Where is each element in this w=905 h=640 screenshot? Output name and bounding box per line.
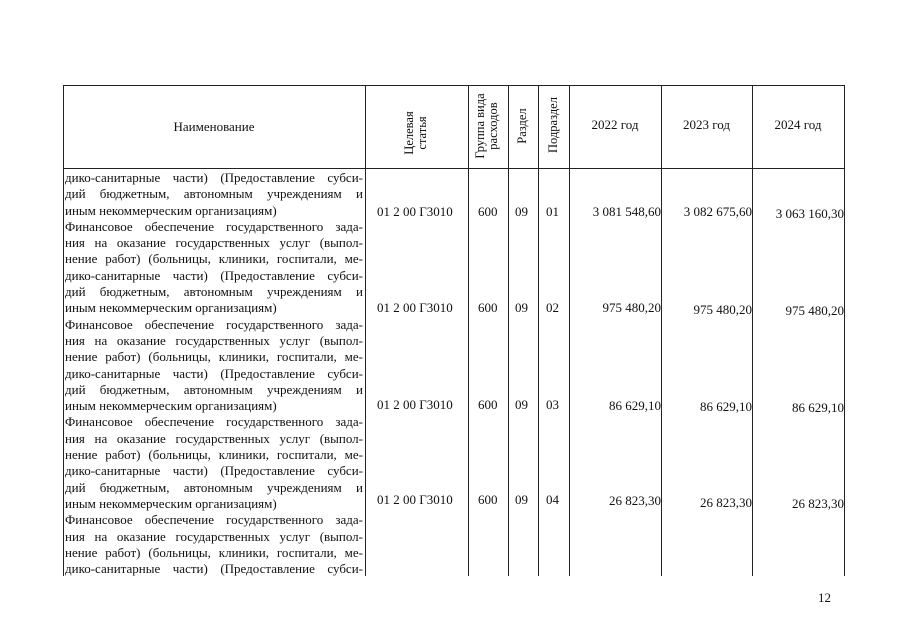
col-border-section xyxy=(538,85,539,576)
col-border-name xyxy=(365,85,366,576)
row4-expense-group: 600 xyxy=(478,492,498,507)
name-line: нение работ) (больницы, клиники, госпитали, ме- xyxy=(65,544,363,560)
name-column-text xyxy=(65,170,363,577)
name-line: нение работ) (больницы, клиники, госпитали, ме- xyxy=(65,349,363,365)
row3-expense-group: 600 xyxy=(478,397,498,412)
header-target-line1: Целевая xyxy=(402,111,416,155)
row4-value-2023: 26 823,30 xyxy=(700,495,752,510)
row4-section: 09 xyxy=(515,492,528,507)
name-line: дико-санитарные части) (Предоставление субси- xyxy=(65,170,363,185)
name-line: ния на оказание государственных услуг (выпол- xyxy=(65,430,363,446)
row2-value-2024: 975 480,20 xyxy=(785,303,844,318)
name-line: дико-санитарные части) (Предоставление субси- xyxy=(65,267,363,283)
row4-subsection: 04 xyxy=(546,492,559,507)
row2-target-article: 01 2 00 Г3010 xyxy=(377,300,453,315)
row3-section: 09 xyxy=(515,397,528,412)
name-line: иным некоммерческим организациям) xyxy=(65,398,277,414)
header-2024: 2024 год xyxy=(774,117,822,132)
col-border-right xyxy=(844,85,845,576)
row1-value-2023: 3 082 675,60 xyxy=(683,204,752,219)
row1-subsection: 01 xyxy=(546,204,559,219)
name-line: иным некоммерческим организациям) xyxy=(65,202,277,218)
header-group-line1: Группа вида xyxy=(473,93,487,159)
header-subsection: Подраздел xyxy=(546,97,560,153)
name-line: дий бюджетным, автономным учреждениям и xyxy=(65,284,363,300)
page-number: 12 xyxy=(818,590,831,605)
row1-expense-group: 600 xyxy=(478,204,498,219)
row2-value-2023: 975 480,20 xyxy=(693,302,752,317)
name-line: нение работ) (больницы, клиники, госпитали, ме- xyxy=(65,447,363,463)
row1-value-2022: 3 081 548,60 xyxy=(592,204,661,219)
row1-value-2024: 3 063 160,30 xyxy=(775,206,844,221)
row2-subsection: 02 xyxy=(546,300,559,315)
name-line: дико-санитарные части) (Предоставление субси- xyxy=(65,365,363,381)
table-top-border xyxy=(63,85,845,86)
col-border-group xyxy=(508,85,509,576)
header-2022: 2022 год xyxy=(591,117,639,132)
row2-expense-group: 600 xyxy=(478,300,498,315)
col-border-target xyxy=(468,85,469,576)
row2-value-2022: 975 480,20 xyxy=(602,300,661,315)
header-expense-group xyxy=(474,77,502,175)
header-target-line2: статья xyxy=(415,116,429,150)
name-line: иным некоммерческим организациям) xyxy=(65,300,277,316)
name-line: Финансовое обеспечение государственного зада- xyxy=(65,218,363,234)
row3-value-2022: 86 629,10 xyxy=(609,398,661,413)
name-line: иным некоммерческим организациям) xyxy=(65,495,277,511)
name-line: Финансовое обеспечение государственного зада- xyxy=(65,414,363,430)
name-line: Финансовое обеспечение государственного зада- xyxy=(65,512,363,528)
row3-value-2023: 86 629,10 xyxy=(700,399,752,414)
name-line: дико-санитарные части) (Предоставление субси- xyxy=(65,561,363,577)
header-target-article xyxy=(403,82,431,184)
name-line: дий бюджетным, автономным учреждениям и xyxy=(65,479,363,495)
name-line: дий бюджетным, автономным учреждениям и xyxy=(65,381,363,397)
header-2023: 2023 год xyxy=(683,117,730,132)
col-border-left xyxy=(63,85,64,576)
name-line: ния на оказание государственных услуг (выпол- xyxy=(65,235,363,251)
row1-target-article: 01 2 00 Г3010 xyxy=(377,204,453,219)
row3-target-article: 01 2 00 Г3010 xyxy=(377,397,453,412)
row3-subsection: 03 xyxy=(546,397,559,412)
header-section: Раздел xyxy=(515,108,529,144)
header-name: Наименование xyxy=(173,119,255,134)
name-line: дий бюджетным, автономным учреждениям и xyxy=(65,186,363,202)
row3-value-2024: 86 629,10 xyxy=(792,400,844,415)
name-line: ния на оказание государственных услуг (выпол- xyxy=(65,528,363,544)
header-bottom-border xyxy=(63,168,845,169)
name-line: Финансовое обеспечение государственного зада- xyxy=(65,316,363,332)
name-line: дико-санитарные части) (Предоставление субси- xyxy=(65,463,363,479)
row1-section: 09 xyxy=(515,204,528,219)
row4-value-2024: 26 823,30 xyxy=(792,496,844,511)
row2-section: 09 xyxy=(515,300,528,315)
row4-value-2022: 26 823,30 xyxy=(609,493,661,508)
name-line: нение работ) (больницы, клиники, госпитали, ме- xyxy=(65,251,363,267)
name-line: ния на оказание государственных услуг (выпол- xyxy=(65,332,363,348)
row4-target-article: 01 2 00 Г3010 xyxy=(377,492,453,507)
header-group-line2: расходов xyxy=(486,102,500,150)
